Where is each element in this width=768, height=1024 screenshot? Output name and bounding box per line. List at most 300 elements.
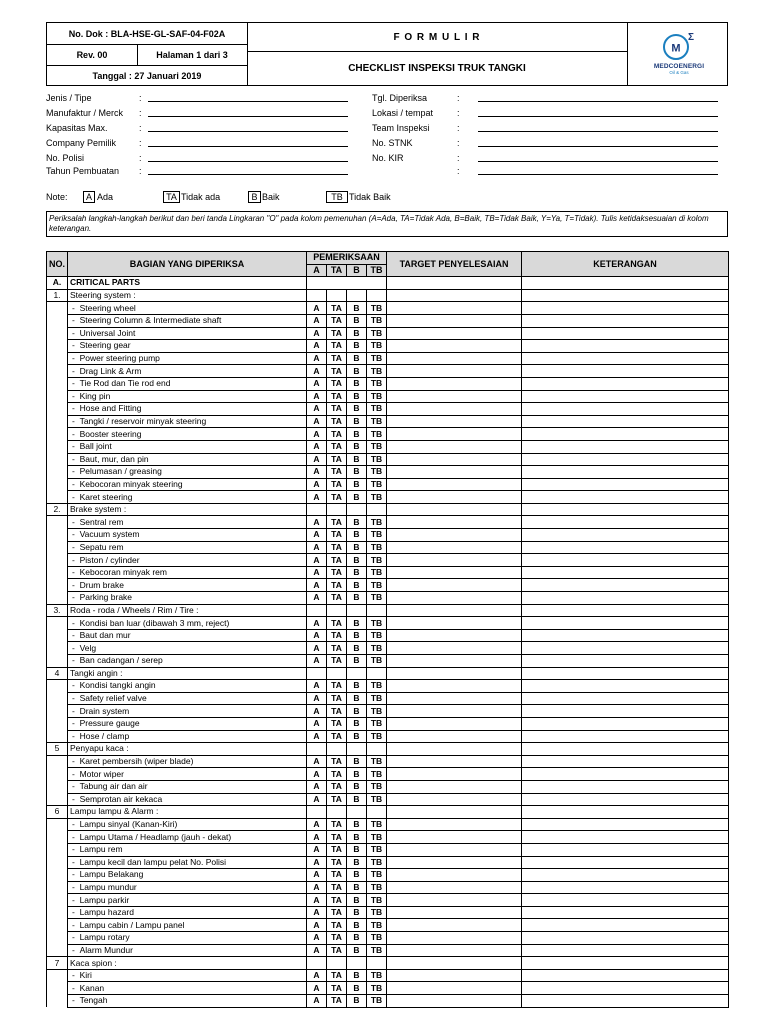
target-cell[interactable] <box>387 529 522 542</box>
check-ta[interactable]: TA <box>327 793 347 806</box>
check-a[interactable]: A <box>307 478 327 491</box>
check-b[interactable]: B <box>347 415 367 428</box>
notes-cell[interactable] <box>522 944 729 957</box>
check-ta[interactable]: TA <box>327 314 347 327</box>
extra-input[interactable] <box>478 165 718 175</box>
check-b[interactable]: B <box>347 680 367 693</box>
check-tb[interactable]: TB <box>367 755 387 768</box>
check-ta[interactable]: TA <box>327 692 347 705</box>
check-b[interactable]: B <box>347 466 367 479</box>
check-tb[interactable]: TB <box>367 516 387 529</box>
notes-cell[interactable] <box>522 327 729 340</box>
notes-cell[interactable] <box>522 377 729 390</box>
check-ta[interactable]: TA <box>327 592 347 605</box>
target-cell[interactable] <box>387 982 522 995</box>
check-ta[interactable]: TA <box>327 869 347 882</box>
check-a[interactable]: A <box>307 629 327 642</box>
target-cell[interactable] <box>387 314 522 327</box>
target-cell[interactable] <box>387 906 522 919</box>
check-ta[interactable]: TA <box>327 440 347 453</box>
check-b[interactable]: B <box>347 894 367 907</box>
target-cell[interactable] <box>387 780 522 793</box>
check-ta[interactable]: TA <box>327 352 347 365</box>
target-cell[interactable] <box>387 944 522 957</box>
check-tb[interactable]: TB <box>367 453 387 466</box>
notes-cell[interactable] <box>522 554 729 567</box>
notes-cell[interactable] <box>522 919 729 932</box>
check-a[interactable]: A <box>307 327 327 340</box>
notes-cell[interactable] <box>522 906 729 919</box>
check-b[interactable]: B <box>347 818 367 831</box>
notes-cell[interactable] <box>522 340 729 353</box>
check-ta[interactable]: TA <box>327 554 347 567</box>
check-ta[interactable]: TA <box>327 340 347 353</box>
check-b[interactable]: B <box>347 491 367 504</box>
check-b[interactable]: B <box>347 554 367 567</box>
check-tb[interactable]: TB <box>367 982 387 995</box>
check-ta[interactable]: TA <box>327 881 347 894</box>
check-a[interactable]: A <box>307 869 327 882</box>
target-cell[interactable] <box>387 843 522 856</box>
notes-cell[interactable] <box>522 390 729 403</box>
target-cell[interactable] <box>387 604 522 617</box>
check-a[interactable]: A <box>307 856 327 869</box>
check-tb[interactable]: TB <box>367 780 387 793</box>
check-tb[interactable]: TB <box>367 478 387 491</box>
check-tb[interactable]: TB <box>367 302 387 315</box>
target-cell[interactable] <box>387 566 522 579</box>
check-a[interactable]: A <box>307 831 327 844</box>
check-tb[interactable]: TB <box>367 969 387 982</box>
target-cell[interactable] <box>387 919 522 932</box>
no-kir-input[interactable] <box>478 152 718 162</box>
notes-cell[interactable] <box>522 881 729 894</box>
check-ta[interactable]: TA <box>327 944 347 957</box>
target-cell[interactable] <box>387 352 522 365</box>
check-a[interactable]: A <box>307 705 327 718</box>
target-cell[interactable] <box>387 453 522 466</box>
target-cell[interactable] <box>387 403 522 416</box>
notes-cell[interactable] <box>522 617 729 630</box>
check-ta[interactable]: TA <box>327 680 347 693</box>
notes-cell[interactable] <box>522 869 729 882</box>
target-cell[interactable] <box>387 629 522 642</box>
check-b[interactable]: B <box>347 969 367 982</box>
check-a[interactable]: A <box>307 906 327 919</box>
check-a[interactable]: A <box>307 894 327 907</box>
lokasi-input[interactable] <box>478 107 718 117</box>
check-a[interactable]: A <box>307 377 327 390</box>
target-cell[interactable] <box>387 466 522 479</box>
no-stnk-input[interactable] <box>478 137 718 147</box>
check-b[interactable]: B <box>347 944 367 957</box>
check-tb[interactable]: TB <box>367 403 387 416</box>
notes-cell[interactable] <box>522 717 729 730</box>
target-cell[interactable] <box>387 995 522 1008</box>
target-cell[interactable] <box>387 554 522 567</box>
check-a[interactable]: A <box>307 440 327 453</box>
check-b[interactable]: B <box>347 881 367 894</box>
check-b[interactable]: B <box>347 302 367 315</box>
check-ta[interactable]: TA <box>327 780 347 793</box>
check-b[interactable]: B <box>347 352 367 365</box>
check-tb[interactable]: TB <box>367 592 387 605</box>
check-ta[interactable]: TA <box>327 365 347 378</box>
notes-cell[interactable] <box>522 982 729 995</box>
notes-cell[interactable] <box>522 302 729 315</box>
target-cell[interactable] <box>387 289 522 302</box>
check-ta[interactable]: TA <box>327 302 347 315</box>
check-ta[interactable]: TA <box>327 919 347 932</box>
notes-cell[interactable] <box>522 478 729 491</box>
check-ta[interactable]: TA <box>327 478 347 491</box>
check-tb[interactable]: TB <box>367 415 387 428</box>
check-a[interactable]: A <box>307 642 327 655</box>
check-ta[interactable]: TA <box>327 579 347 592</box>
check-a[interactable]: A <box>307 566 327 579</box>
check-tb[interactable]: TB <box>367 906 387 919</box>
notes-cell[interactable] <box>522 529 729 542</box>
check-ta[interactable]: TA <box>327 516 347 529</box>
check-ta[interactable]: TA <box>327 894 347 907</box>
check-b[interactable]: B <box>347 717 367 730</box>
check-ta[interactable]: TA <box>327 843 347 856</box>
notes-cell[interactable] <box>522 516 729 529</box>
check-ta[interactable]: TA <box>327 768 347 781</box>
check-tb[interactable]: TB <box>367 365 387 378</box>
check-b[interactable]: B <box>347 541 367 554</box>
notes-cell[interactable] <box>522 843 729 856</box>
notes-cell[interactable] <box>522 491 729 504</box>
target-cell[interactable] <box>387 932 522 945</box>
check-a[interactable]: A <box>307 843 327 856</box>
check-a[interactable]: A <box>307 617 327 630</box>
notes-cell[interactable] <box>522 466 729 479</box>
target-cell[interactable] <box>387 592 522 605</box>
check-b[interactable]: B <box>347 793 367 806</box>
check-b[interactable]: B <box>347 453 367 466</box>
target-cell[interactable] <box>387 831 522 844</box>
check-ta[interactable]: TA <box>327 541 347 554</box>
notes-cell[interactable] <box>522 667 729 680</box>
notes-cell[interactable] <box>522 932 729 945</box>
notes-cell[interactable] <box>522 730 729 743</box>
notes-cell[interactable] <box>522 642 729 655</box>
check-ta[interactable]: TA <box>327 995 347 1008</box>
tahun-pembuatan-input[interactable] <box>148 165 348 175</box>
target-cell[interactable] <box>387 541 522 554</box>
check-ta[interactable]: TA <box>327 856 347 869</box>
check-tb[interactable]: TB <box>367 680 387 693</box>
check-tb[interactable]: TB <box>367 843 387 856</box>
check-b[interactable]: B <box>347 768 367 781</box>
check-a[interactable]: A <box>307 793 327 806</box>
target-cell[interactable] <box>387 793 522 806</box>
check-a[interactable]: A <box>307 365 327 378</box>
check-b[interactable]: B <box>347 982 367 995</box>
check-b[interactable]: B <box>347 529 367 542</box>
target-cell[interactable] <box>387 667 522 680</box>
check-b[interactable]: B <box>347 655 367 668</box>
target-cell[interactable] <box>387 503 522 516</box>
check-ta[interactable]: TA <box>327 453 347 466</box>
check-b[interactable]: B <box>347 365 367 378</box>
target-cell[interactable] <box>387 806 522 819</box>
target-cell[interactable] <box>387 655 522 668</box>
check-ta[interactable]: TA <box>327 705 347 718</box>
check-ta[interactable]: TA <box>327 629 347 642</box>
notes-cell[interactable] <box>522 692 729 705</box>
notes-cell[interactable] <box>522 768 729 781</box>
target-cell[interactable] <box>387 894 522 907</box>
notes-cell[interactable] <box>522 780 729 793</box>
check-b[interactable]: B <box>347 314 367 327</box>
notes-cell[interactable] <box>522 592 729 605</box>
check-tb[interactable]: TB <box>367 881 387 894</box>
target-cell[interactable] <box>387 969 522 982</box>
target-cell[interactable] <box>387 768 522 781</box>
check-b[interactable]: B <box>347 617 367 630</box>
check-b[interactable]: B <box>347 730 367 743</box>
check-ta[interactable]: TA <box>327 969 347 982</box>
check-ta[interactable]: TA <box>327 730 347 743</box>
check-tb[interactable]: TB <box>367 768 387 781</box>
check-a[interactable]: A <box>307 466 327 479</box>
target-cell[interactable] <box>387 705 522 718</box>
company-pemilik-input[interactable] <box>148 137 348 147</box>
check-a[interactable]: A <box>307 995 327 1008</box>
notes-cell[interactable] <box>522 541 729 554</box>
check-a[interactable]: A <box>307 592 327 605</box>
notes-cell[interactable] <box>522 995 729 1008</box>
jenis-tipe-input[interactable] <box>148 92 348 102</box>
target-cell[interactable] <box>387 755 522 768</box>
check-a[interactable]: A <box>307 340 327 353</box>
target-cell[interactable] <box>387 642 522 655</box>
notes-cell[interactable] <box>522 743 729 756</box>
check-tb[interactable]: TB <box>367 717 387 730</box>
check-tb[interactable]: TB <box>367 314 387 327</box>
target-cell[interactable] <box>387 327 522 340</box>
check-b[interactable]: B <box>347 843 367 856</box>
check-b[interactable]: B <box>347 478 367 491</box>
check-a[interactable]: A <box>307 755 327 768</box>
target-cell[interactable] <box>387 743 522 756</box>
target-cell[interactable] <box>387 818 522 831</box>
check-b[interactable]: B <box>347 327 367 340</box>
check-a[interactable]: A <box>307 541 327 554</box>
check-b[interactable]: B <box>347 592 367 605</box>
check-tb[interactable]: TB <box>367 390 387 403</box>
check-tb[interactable]: TB <box>367 730 387 743</box>
check-ta[interactable]: TA <box>327 617 347 630</box>
notes-cell[interactable] <box>522 314 729 327</box>
notes-cell[interactable] <box>522 415 729 428</box>
check-a[interactable]: A <box>307 390 327 403</box>
check-a[interactable]: A <box>307 818 327 831</box>
notes-cell[interactable] <box>522 453 729 466</box>
check-b[interactable]: B <box>347 755 367 768</box>
check-a[interactable]: A <box>307 428 327 441</box>
check-tb[interactable]: TB <box>367 655 387 668</box>
check-tb[interactable]: TB <box>367 995 387 1008</box>
check-a[interactable]: A <box>307 932 327 945</box>
target-cell[interactable] <box>387 856 522 869</box>
check-a[interactable]: A <box>307 944 327 957</box>
check-b[interactable]: B <box>347 440 367 453</box>
check-b[interactable]: B <box>347 919 367 932</box>
check-ta[interactable]: TA <box>327 466 347 479</box>
check-a[interactable]: A <box>307 403 327 416</box>
check-tb[interactable]: TB <box>367 818 387 831</box>
notes-cell[interactable] <box>522 428 729 441</box>
check-b[interactable]: B <box>347 516 367 529</box>
target-cell[interactable] <box>387 440 522 453</box>
notes-cell[interactable] <box>522 831 729 844</box>
target-cell[interactable] <box>387 680 522 693</box>
target-cell[interactable] <box>387 415 522 428</box>
check-tb[interactable]: TB <box>367 352 387 365</box>
notes-cell[interactable] <box>522 969 729 982</box>
check-a[interactable]: A <box>307 579 327 592</box>
check-tb[interactable]: TB <box>367 579 387 592</box>
target-cell[interactable] <box>387 869 522 882</box>
check-b[interactable]: B <box>347 780 367 793</box>
no-polisi-input[interactable] <box>148 152 348 162</box>
check-a[interactable]: A <box>307 415 327 428</box>
check-b[interactable]: B <box>347 831 367 844</box>
check-ta[interactable]: TA <box>327 655 347 668</box>
check-tb[interactable]: TB <box>367 894 387 907</box>
notes-cell[interactable] <box>522 365 729 378</box>
check-a[interactable]: A <box>307 453 327 466</box>
notes-cell[interactable] <box>522 818 729 831</box>
check-a[interactable]: A <box>307 529 327 542</box>
check-a[interactable]: A <box>307 919 327 932</box>
check-tb[interactable]: TB <box>367 617 387 630</box>
check-b[interactable]: B <box>347 692 367 705</box>
check-tb[interactable]: TB <box>367 932 387 945</box>
check-b[interactable]: B <box>347 856 367 869</box>
check-ta[interactable]: TA <box>327 327 347 340</box>
check-a[interactable]: A <box>307 680 327 693</box>
check-ta[interactable]: TA <box>327 529 347 542</box>
check-b[interactable]: B <box>347 932 367 945</box>
check-a[interactable]: A <box>307 881 327 894</box>
notes-cell[interactable] <box>522 403 729 416</box>
target-cell[interactable] <box>387 881 522 894</box>
check-ta[interactable]: TA <box>327 982 347 995</box>
check-a[interactable]: A <box>307 717 327 730</box>
check-ta[interactable]: TA <box>327 428 347 441</box>
target-cell[interactable] <box>387 365 522 378</box>
check-tb[interactable]: TB <box>367 529 387 542</box>
check-a[interactable]: A <box>307 692 327 705</box>
check-ta[interactable]: TA <box>327 377 347 390</box>
kapasitas-input[interactable] <box>148 122 348 132</box>
check-ta[interactable]: TA <box>327 390 347 403</box>
notes-cell[interactable] <box>522 957 729 970</box>
notes-cell[interactable] <box>522 856 729 869</box>
target-cell[interactable] <box>387 478 522 491</box>
check-tb[interactable]: TB <box>367 705 387 718</box>
check-a[interactable]: A <box>307 982 327 995</box>
target-cell[interactable] <box>387 617 522 630</box>
check-a[interactable]: A <box>307 302 327 315</box>
check-tb[interactable]: TB <box>367 831 387 844</box>
notes-cell[interactable] <box>522 440 729 453</box>
notes-cell[interactable] <box>522 793 729 806</box>
target-cell[interactable] <box>387 717 522 730</box>
notes-cell[interactable] <box>522 755 729 768</box>
notes-cell[interactable] <box>522 705 729 718</box>
notes-cell[interactable] <box>522 503 729 516</box>
notes-cell[interactable] <box>522 289 729 302</box>
check-b[interactable]: B <box>347 340 367 353</box>
check-a[interactable]: A <box>307 730 327 743</box>
check-tb[interactable]: TB <box>367 692 387 705</box>
check-tb[interactable]: TB <box>367 327 387 340</box>
check-tb[interactable]: TB <box>367 793 387 806</box>
check-ta[interactable]: TA <box>327 566 347 579</box>
check-b[interactable]: B <box>347 995 367 1008</box>
check-tb[interactable]: TB <box>367 466 387 479</box>
check-b[interactable]: B <box>347 869 367 882</box>
check-b[interactable]: B <box>347 377 367 390</box>
check-ta[interactable]: TA <box>327 932 347 945</box>
check-b[interactable]: B <box>347 906 367 919</box>
check-a[interactable]: A <box>307 554 327 567</box>
check-b[interactable]: B <box>347 629 367 642</box>
check-b[interactable]: B <box>347 566 367 579</box>
target-cell[interactable] <box>387 730 522 743</box>
check-a[interactable]: A <box>307 768 327 781</box>
check-b[interactable]: B <box>347 579 367 592</box>
check-tb[interactable]: TB <box>367 377 387 390</box>
check-tb[interactable]: TB <box>367 566 387 579</box>
check-tb[interactable]: TB <box>367 856 387 869</box>
check-ta[interactable]: TA <box>327 717 347 730</box>
target-cell[interactable] <box>387 377 522 390</box>
check-a[interactable]: A <box>307 314 327 327</box>
target-cell[interactable] <box>387 390 522 403</box>
notes-cell[interactable] <box>522 566 729 579</box>
team-inspeksi-input[interactable] <box>478 122 718 132</box>
check-a[interactable]: A <box>307 491 327 504</box>
check-ta[interactable]: TA <box>327 642 347 655</box>
check-ta[interactable]: TA <box>327 755 347 768</box>
check-b[interactable]: B <box>347 403 367 416</box>
check-tb[interactable]: TB <box>367 944 387 957</box>
notes-cell[interactable] <box>522 579 729 592</box>
check-tb[interactable]: TB <box>367 642 387 655</box>
target-cell[interactable] <box>387 302 522 315</box>
target-cell[interactable] <box>387 491 522 504</box>
check-b[interactable]: B <box>347 705 367 718</box>
target-cell[interactable] <box>387 428 522 441</box>
manufaktur-input[interactable] <box>148 107 348 117</box>
check-b[interactable]: B <box>347 428 367 441</box>
check-a[interactable]: A <box>307 352 327 365</box>
check-a[interactable]: A <box>307 516 327 529</box>
check-tb[interactable]: TB <box>367 541 387 554</box>
check-a[interactable]: A <box>307 969 327 982</box>
check-tb[interactable]: TB <box>367 869 387 882</box>
check-tb[interactable]: TB <box>367 554 387 567</box>
check-a[interactable]: A <box>307 780 327 793</box>
notes-cell[interactable] <box>522 629 729 642</box>
check-tb[interactable]: TB <box>367 491 387 504</box>
